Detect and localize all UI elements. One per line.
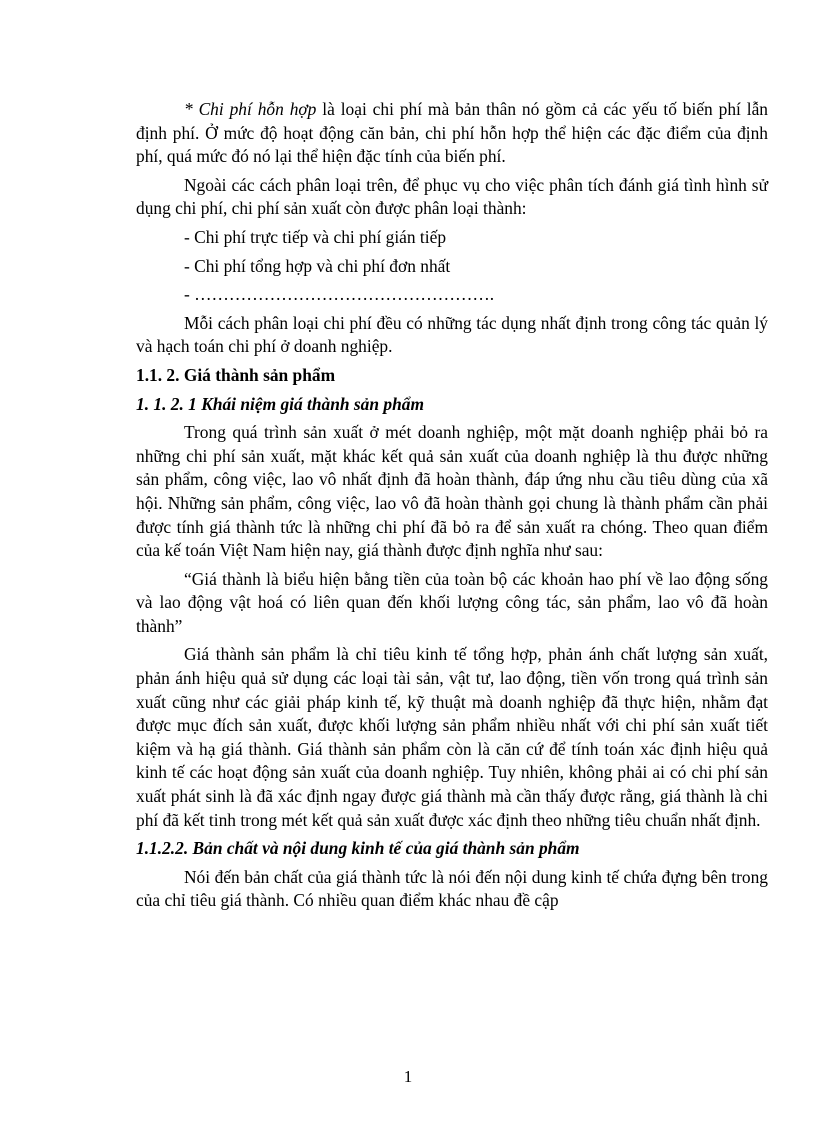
paragraph-production-process: Trong quá trình sản xuất ở mét doanh nghiệp, một mặt doanh nghiệp phải bỏ ra những chi phí sản xuất, mặt khác kết quả sản xuất của doanh nghiệp là thu được những sản phẩm, công việc, lao vô nhất định đã hoàn thành, đáp ứng nhu cầu tiêu dùng của xã hội. Những sản phẩm, công việc, lao vô đã hoàn thành gọi chung là thành phẩm cần phải được tính giá thành tức là những chi phí đã bỏ ra để sản xuất ra chóng. Theo quan điểm của kế toán Việt Nam hiện nay, giá thành được định nghĩa như sau: <box>136 422 768 561</box>
paragraph-text: là loại chi phí mà bản thân nó gồm cả các yếu tố biến phí lẫn định phí. Ở mức độ hoạt động căn bản, chi phí hỗn hợp thể hiện các đặc điểm của định phí, quá mức đó nó lại thể hiện đặc tính của biến phí. <box>136 99 768 167</box>
subsection-heading-nature: 1.1.2.2. Bản chất và nội dung kinh tế của giá thành sản phẩm <box>136 838 580 859</box>
term-mixed-cost: * Chi phí hỗn hợp <box>184 99 317 119</box>
list-item: - Chi phí trực tiếp và chi phí gián tiếp <box>184 226 447 247</box>
document-body <box>136 98 768 918</box>
paragraph-nature: Nói đến bản chất của giá thành tức là nói đến nội dung kinh tế chứa đựng bên trong của chỉ tiêu giá thành. Có nhiều quan điểm khác nhau đề cập <box>136 866 768 911</box>
paragraph-mixed-cost <box>136 98 768 169</box>
paragraph-definition-quote: “Giá thành là biểu hiện bằng tiền của toàn bộ các khoản hao phí về lao động sống và lao động vật hoá có liên quan đến khối lượng công tác, sản phẩm, lao vô đã hoàn thành” <box>136 568 768 636</box>
list-item: - Chi phí tổng hợp và chi phí đơn nhất <box>184 255 451 276</box>
list-item: - ……………………………………………. <box>184 284 495 305</box>
section-heading-product-cost: 1.1. 2. Giá thành sản phẩm <box>136 364 336 385</box>
subsection-heading-concept: 1. 1. 2. 1 Khái niệm giá thành sản phẩm <box>136 393 424 414</box>
paragraph-other-classification: Ngoài các cách phân loại trên, để phục vụ cho việc phân tích đánh giá tình hình sử dụng chi phí, chi phí sản xuất còn được phân loại thành: <box>136 174 768 219</box>
paragraph-classification-effect: Mỗi cách phân loại chi phí đều có những tác dụng nhất định trong công tác quản lý và hạch toán chi phí ở doanh nghiệp. <box>136 312 768 357</box>
page-number: 1 <box>403 1067 413 1086</box>
paragraph-cost-indicator: Giá thành sản phẩm là chỉ tiêu kinh tế tổng hợp, phản ánh chất lượng sản xuất, phản ánh hiệu quả sử dụng các loại tài sản, vật tư, lao động, tiền vốn trong quá trình sản xuất cũng như các giải pháp kinh tế, kỹ thuật mà doanh nghiệp đã thực hiện, nhằm đạt được mục đích sản xuất, được khối lượng sản phẩm nhiều nhất với chi phí sản xuất tiết kiệm và hạ giá thành. Giá thành sản phẩm còn là căn cứ để tính toán xác định hiệu quả kinh tế các hoạt động sản xuất của doanh nghiệp. Tuy nhiên, không phải ai có chi phí sản xuất phát sinh là đã xác định ngay được giá thành mà cần thấy được rằng, giá thành là chi phí đã kết tinh trong mét kết quả sản xuất được xác định theo những tiêu chuẩn nhất định. <box>136 644 768 830</box>
